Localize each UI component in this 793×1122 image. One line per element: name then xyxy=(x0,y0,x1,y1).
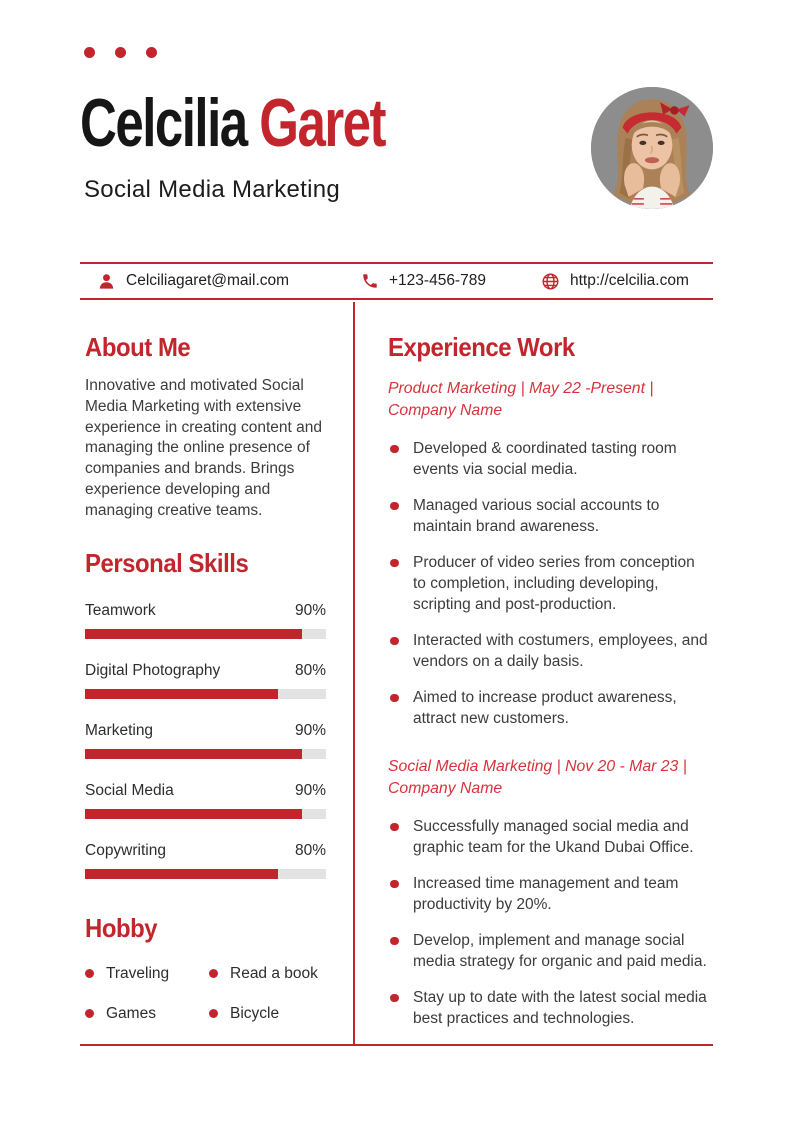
experience-title: Experience Work xyxy=(388,332,575,362)
skill-bar-track xyxy=(85,809,326,819)
skills-section xyxy=(85,548,326,879)
contact-bar xyxy=(80,262,713,300)
skill-percent: 80% xyxy=(294,841,326,859)
portrait-illustration xyxy=(591,87,713,209)
profile-photo xyxy=(591,87,713,209)
job-bullet-text: Producer of video series from conception to completion, including developing, scripting and post-production. xyxy=(413,554,695,613)
skill-percent: 90% xyxy=(294,601,326,619)
job-bullet-text: Developed & coordinated tasting room events via social media. xyxy=(413,440,677,478)
dot-icon xyxy=(146,47,157,58)
job-bullet-text: Interacted with costumers, employees, and vendors on a daily basis. xyxy=(413,632,708,670)
skill-percent: 90% xyxy=(294,721,326,739)
hobby-item xyxy=(209,1005,326,1023)
skills-title: Personal Skills xyxy=(85,547,249,578)
skill-label: Digital Photography xyxy=(85,661,221,679)
job-bullet-text: Develop, implement and manage social media strategy for organic and paid media. xyxy=(413,932,707,970)
skill-bar-track xyxy=(85,749,326,759)
contact-email[interactable] xyxy=(97,264,289,298)
main-content xyxy=(80,302,713,1046)
job-entry xyxy=(388,378,711,729)
skill-bar-track xyxy=(85,689,326,699)
page-title xyxy=(80,85,386,161)
skill-row xyxy=(85,842,326,879)
hobby-label: Read a book xyxy=(230,964,318,982)
contact-website-text: http://celcilia.com xyxy=(570,272,689,289)
bullet-icon xyxy=(390,445,399,454)
bullet-icon xyxy=(85,1009,94,1018)
job-bullet-list xyxy=(388,438,711,729)
bullet-icon xyxy=(209,969,218,978)
skill-bar-fill xyxy=(85,629,302,639)
job-bullet-text: Aimed to increase product awareness, attract new customers. xyxy=(413,689,677,727)
job-bullet-text: Increased time management and team productivity by 20%. xyxy=(413,875,679,913)
job-bullet xyxy=(388,495,711,537)
contact-phone[interactable] xyxy=(361,264,486,298)
job-bullet-text: Successfully managed social media and graphic team for the Ukand Dubai Office. xyxy=(413,818,694,856)
bullet-icon xyxy=(390,937,399,946)
hobby-section xyxy=(85,913,326,1023)
hobby-item xyxy=(209,965,326,983)
skill-row xyxy=(85,602,326,639)
job-bullet xyxy=(388,438,711,480)
job-bullet-text: Managed various social accounts to maintain brand awareness. xyxy=(413,497,660,535)
hobby-label: Traveling xyxy=(106,964,170,982)
last-name: Garet xyxy=(259,85,386,161)
job-meta: Social Media Marketing | Nov 20 - Mar 23 | Company Name xyxy=(388,758,687,797)
skill-percent: 80% xyxy=(294,661,326,679)
job-bullet xyxy=(388,552,711,615)
first-name: Celcilia xyxy=(80,85,247,161)
job-entry xyxy=(388,756,711,1029)
hobby-title: Hobby xyxy=(85,912,158,943)
skill-label: Copywriting xyxy=(85,841,166,859)
left-column xyxy=(80,302,355,1044)
contact-website[interactable] xyxy=(541,264,689,298)
about-section xyxy=(85,332,326,522)
skill-row xyxy=(85,782,326,819)
dot-icon xyxy=(115,47,126,58)
hobby-label: Bicycle xyxy=(230,1004,280,1022)
skill-row xyxy=(85,662,326,699)
bullet-icon xyxy=(390,880,399,889)
skill-label: Social Media xyxy=(85,781,174,799)
hobby-item xyxy=(85,1005,209,1023)
bullet-icon xyxy=(390,637,399,646)
skill-bar-fill xyxy=(85,689,278,699)
experience-section xyxy=(388,332,711,1029)
dot-icon xyxy=(84,47,95,58)
decoration-dots xyxy=(84,47,157,58)
bullet-icon xyxy=(390,694,399,703)
job-bullet xyxy=(388,987,711,1029)
skill-bar-fill xyxy=(85,809,302,819)
about-title: About Me xyxy=(85,332,191,362)
bullet-icon xyxy=(390,994,399,1003)
skill-bar-fill xyxy=(85,749,302,759)
hobby-item xyxy=(85,965,209,983)
skill-row xyxy=(85,722,326,759)
skill-percent: 90% xyxy=(294,781,326,799)
job-subtitle: Social Media Marketing xyxy=(84,176,341,203)
skill-label: Teamwork xyxy=(85,601,156,619)
contact-email-text: Celciliagaret@mail.com xyxy=(126,272,290,289)
skill-bar-track xyxy=(85,629,326,639)
job-bullet xyxy=(388,630,711,672)
skill-label: Marketing xyxy=(85,721,154,739)
bullet-icon xyxy=(209,1009,218,1018)
job-bullet xyxy=(388,873,711,915)
bullet-icon xyxy=(390,559,399,568)
bullet-icon xyxy=(390,823,399,832)
contact-phone-text: +123-456-789 xyxy=(389,272,486,289)
job-bullet xyxy=(388,930,711,972)
job-bullet-text: Stay up to date with the latest social media best practices and technologies. xyxy=(413,989,707,1027)
phone-icon xyxy=(361,272,379,290)
about-text: Innovative and motivated Social Media Marketing with extensive experience in creating content and managing the online presence of companies and brands. Brings experience developing and managing creative teams. xyxy=(85,377,322,519)
job-bullet-list xyxy=(388,816,711,1029)
bullet-icon xyxy=(390,502,399,511)
right-column xyxy=(355,302,713,1044)
job-meta: Product Marketing | May 22 -Present | Company Name xyxy=(388,380,654,419)
globe-icon xyxy=(541,272,560,291)
bullet-icon xyxy=(85,969,94,978)
skill-bar-track xyxy=(85,869,326,879)
job-bullet xyxy=(388,687,711,729)
job-bullet xyxy=(388,816,711,858)
hobby-label: Games xyxy=(106,1004,156,1022)
skill-bar-fill xyxy=(85,869,278,879)
user-icon xyxy=(97,272,116,291)
